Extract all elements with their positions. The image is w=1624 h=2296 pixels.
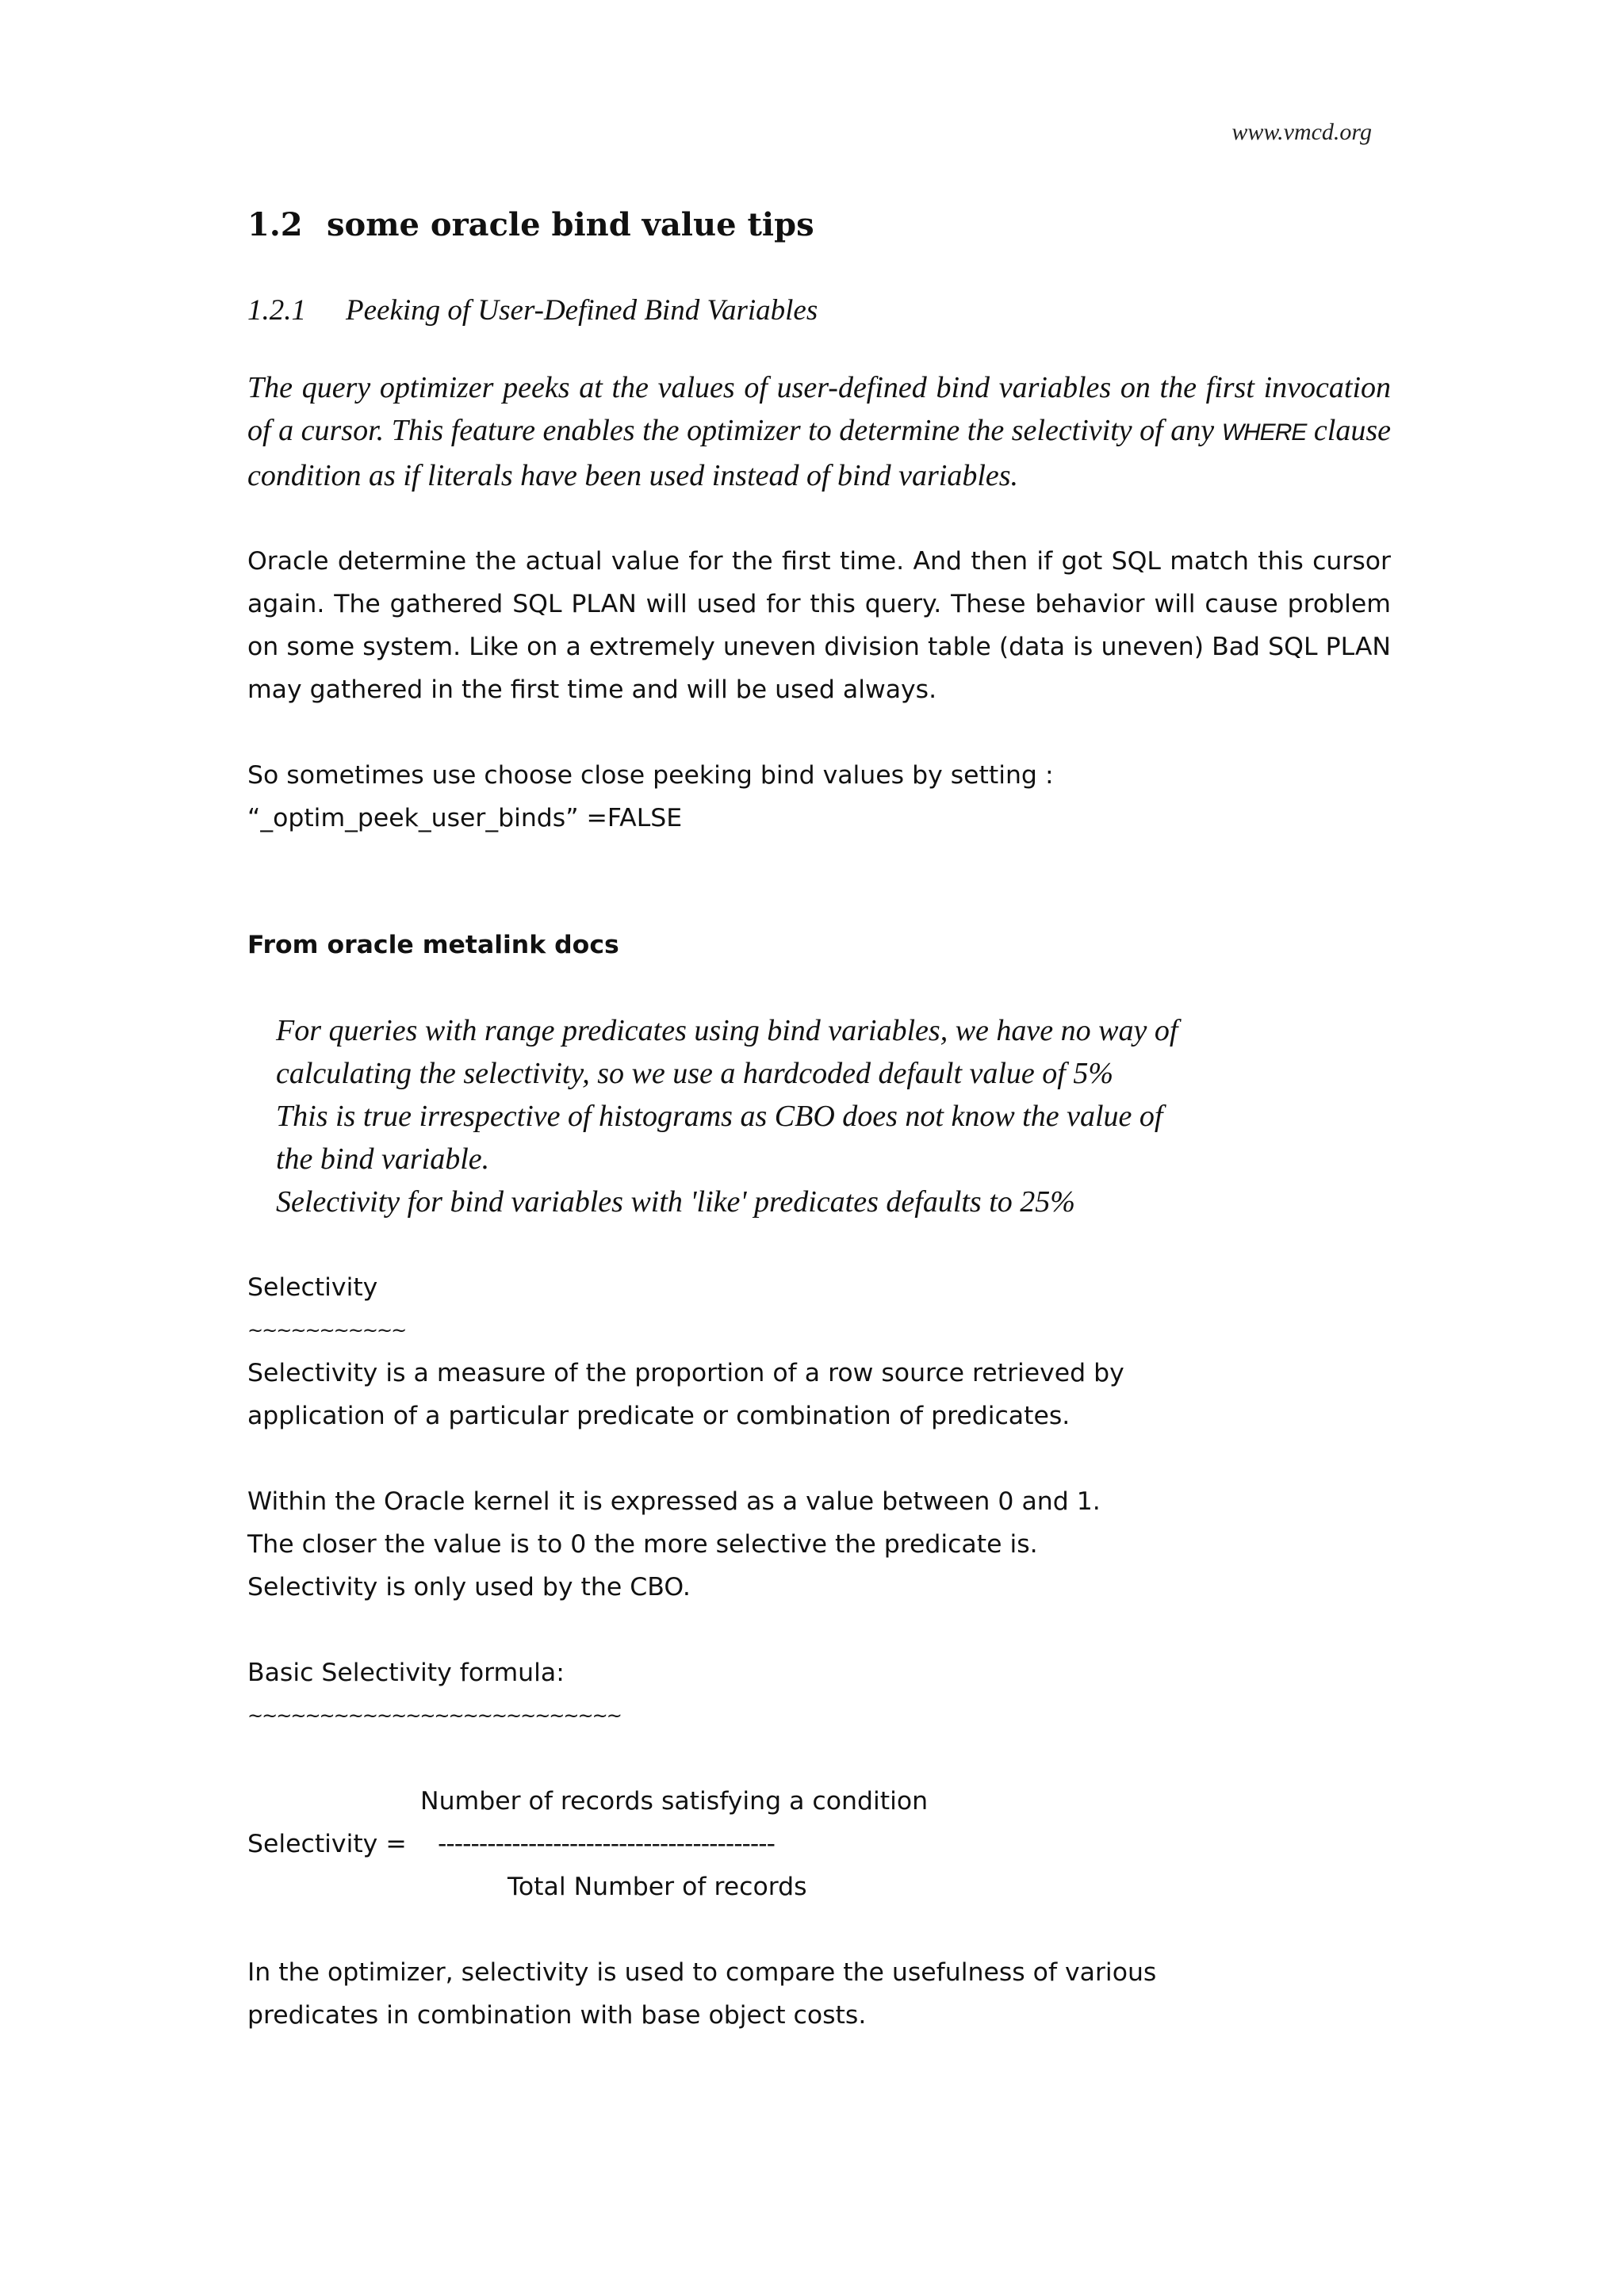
section-number: 1.2 — [247, 206, 303, 243]
kernel-line: Selectivity is only used by the CBO. — [247, 1573, 691, 1601]
closing-line: predicates in combination with base object costs. — [247, 2001, 867, 2030]
selectivity-formula — [247, 1780, 1391, 1908]
quote-line: calculating the selectivity, so we use a hardcoded default value of 5% — [276, 1057, 1114, 1090]
formula-underline: ~~~~~~~~~~~~~~~~~~~~~~~~~~ — [247, 1705, 621, 1727]
formula-heading-block — [247, 1651, 1391, 1737]
quote-line: This is true irrespective of histograms as CBO does not know the value of — [276, 1100, 1163, 1133]
quote-line: Selectivity for bind variables with 'like' predicates defaults to 25% — [276, 1185, 1075, 1219]
quote-line: For queries with range predicates using bind variables, we have no way of — [276, 1014, 1178, 1047]
explanation-paragraph: Oracle determine the actual value for the first time. And then if got SQL match this cursor again. The gathered SQL PLAN will used for this query. These behavior will cause problem on some system. Like on a extremely uneven division table (data is uneven) Bad SQL PLAN may gathered in the first time and will be used always. — [247, 547, 1391, 704]
subsection-title: Peeking of User-Defined Bind Variables — [346, 294, 818, 327]
kernel-paragraph — [247, 1480, 1391, 1609]
definition-line: Selectivity is a measure of the proportion of a row source retrieved by — [247, 1359, 1124, 1387]
subsection-heading — [247, 290, 1391, 331]
intro-text-after: clause condition as if literals have been used instead of bind variables. — [247, 414, 1391, 492]
page-content — [247, 200, 1391, 2037]
kernel-line: Within the Oracle kernel it is expressed as a value between 0 and 1. — [247, 1487, 1101, 1516]
formula-fraction-bar: ----------------------------------------- — [438, 1830, 776, 1858]
formula-numerator: Number of records satisfying a condition — [420, 1787, 929, 1816]
selectivity-underline: ~~~~~~~~~~~ — [247, 1319, 406, 1341]
header-url: www.vmcd.org — [1231, 119, 1372, 145]
parameter-line: “_optim_peek_user_binds” =FALSE — [247, 804, 683, 832]
kernel-line: The closer the value is to 0 the more selective the predicate is. — [247, 1530, 1038, 1559]
metalink-heading: From oracle metalink docs — [247, 931, 619, 959]
section-title: some oracle bind value tips — [327, 206, 814, 243]
setting-paragraph — [247, 754, 1391, 840]
intro-paragraph — [247, 366, 1391, 497]
where-keyword: WHERE — [1221, 419, 1307, 446]
metalink-quote — [276, 1009, 1391, 1223]
closing-line: In the optimizer, selectivity is used to compare the usefulness of various — [247, 1958, 1157, 1987]
section-heading — [247, 200, 1391, 251]
definition-line: application of a particular predicate or combination of predicates. — [247, 1402, 1071, 1430]
selectivity-section — [247, 1266, 1391, 1437]
formula-heading: Basic Selectivity formula: — [247, 1659, 565, 1687]
intro-text-before: The query optimizer peeks at the values of user-defined bind variables on the first invocation of a cursor. This feature enables the optimizer to determine the selectivity of any — [247, 371, 1391, 447]
setting-line: So sometimes use choose close peeking bind values by setting : — [247, 761, 1054, 790]
formula-denominator: Total Number of records — [508, 1873, 807, 1901]
closing-paragraph — [247, 1951, 1391, 2037]
formula-lhs: Selectivity = — [247, 1830, 407, 1858]
subsection-number: 1.2.1 — [247, 294, 306, 327]
selectivity-heading: Selectivity — [247, 1273, 378, 1302]
quote-line: the bind variable. — [276, 1142, 490, 1176]
